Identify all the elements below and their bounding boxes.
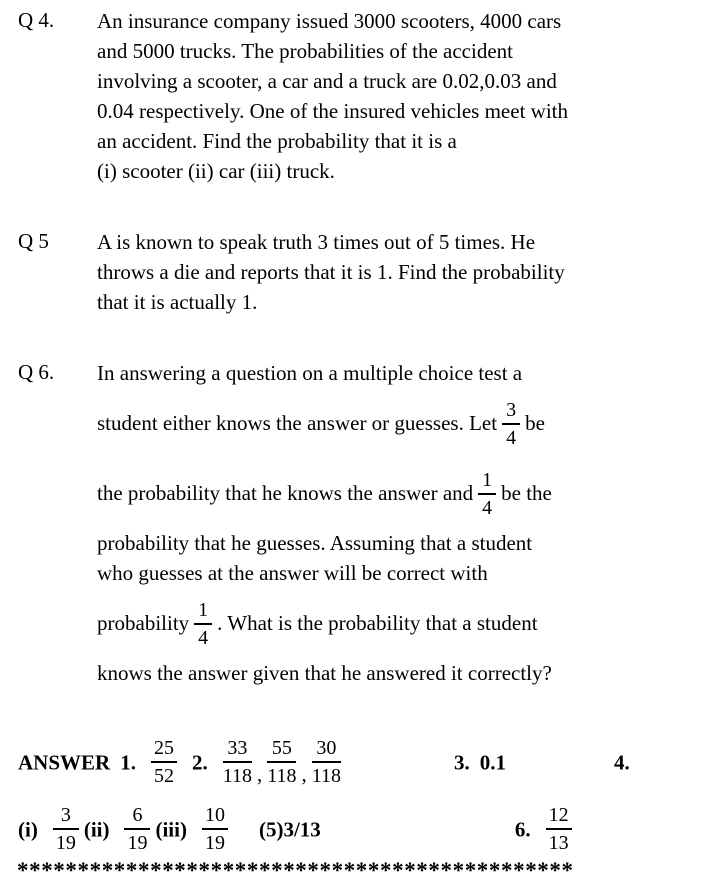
- fraction-denominator: 52: [153, 765, 174, 787]
- fraction-bar: [53, 828, 79, 830]
- answer-label-2: 2.: [191, 750, 208, 775]
- answer-fraction-2b: [267, 737, 296, 787]
- fraction-bar: [546, 828, 572, 830]
- question-text-segment: the probability that he knows the answer and: [97, 481, 474, 505]
- answer-value-5: (5)3/13: [258, 817, 321, 842]
- fraction-one-fourth: [478, 469, 496, 519]
- fraction-denominator: 118: [222, 765, 252, 787]
- fraction-denominator: 118: [267, 765, 297, 787]
- fraction-bar: [151, 761, 177, 763]
- answer-row-second: [18, 805, 724, 855]
- answer-row-first: [18, 738, 724, 788]
- answer-fraction-2a: [223, 737, 252, 787]
- asterisk-separator: **********************************************: [17, 858, 574, 883]
- question-body-q4: [97, 6, 724, 186]
- fraction-denominator: 13: [548, 832, 569, 854]
- answer-roman-ii: (ii): [83, 817, 110, 842]
- answer-fraction-4i: [53, 804, 79, 854]
- answer-fraction-4iii: [202, 804, 228, 854]
- answer-separator: ,: [301, 761, 307, 786]
- fraction-one-fourth: [194, 599, 212, 649]
- fraction-numerator: 33: [227, 737, 248, 759]
- answer-roman-iii: (iii): [155, 817, 187, 842]
- fraction-bar: [202, 828, 228, 830]
- question-line-with-fraction: [97, 588, 724, 658]
- fraction-denominator: 4: [482, 497, 493, 520]
- question-text-segment: be: [525, 411, 545, 435]
- question-line: In answering a question on a multiple choice test a: [97, 361, 523, 385]
- fraction-numerator: 3: [60, 804, 71, 826]
- answer-label-3: 3.: [453, 750, 470, 775]
- question-text-segment: probability: [97, 611, 190, 635]
- question-line: 0.04 respectively. One of the insured vehicles meet with: [97, 99, 568, 123]
- answer-fraction-2c: [312, 737, 341, 787]
- fraction-denominator: 118: [311, 765, 341, 787]
- question-body-q5: [97, 227, 724, 317]
- question-label-q4: Q 4.: [18, 8, 55, 32]
- fraction-denominator: 19: [55, 832, 76, 854]
- question-line: and 5000 trucks. The probabilities of the accident: [97, 39, 513, 63]
- question-line-with-fraction: [97, 458, 724, 528]
- answer-label-4: 4.: [613, 750, 630, 775]
- question-line: knows the answer given that he answered it correctly?: [97, 661, 552, 685]
- question-body-q6: [97, 358, 724, 688]
- answer-fraction-4ii: [124, 804, 150, 854]
- fraction-numerator: 6: [132, 804, 143, 826]
- fraction-bar: [267, 761, 296, 763]
- question-line: throws a die and reports that it is 1. Find the probability: [97, 260, 565, 284]
- question-label-q6: Q 6.: [18, 360, 55, 384]
- question-line: probability that he guesses. Assuming that a student: [97, 531, 533, 555]
- question-label-q5: Q 5: [18, 229, 49, 253]
- answer-label-1: 1.: [120, 750, 136, 775]
- question-line: who guesses at the answer will be correct with: [97, 561, 488, 585]
- fraction-numerator: 25: [153, 737, 174, 759]
- fraction-denominator: 4: [198, 627, 209, 650]
- fraction-bar: [478, 493, 496, 495]
- fraction-denominator: 19: [127, 832, 148, 854]
- fraction-numerator: 3: [506, 399, 517, 422]
- question-line: An insurance company issued 3000 scooters, 4000 cars: [97, 9, 562, 33]
- fraction-bar: [312, 761, 341, 763]
- fraction-bar: [194, 623, 212, 625]
- answer-value-3: 0.1: [479, 750, 506, 775]
- fraction-denominator: 19: [204, 832, 225, 854]
- question-text-segment: . What is the probability that a student: [217, 611, 538, 635]
- question-line: A is known to speak truth 3 times out of 5 times. He: [97, 230, 536, 254]
- question-text-segment: be the: [501, 481, 552, 505]
- fraction-numerator: 30: [316, 737, 337, 759]
- answer-heading: ANSWER: [18, 750, 111, 775]
- answer-separator: ,: [256, 761, 263, 786]
- answer-roman-i: (i): [18, 817, 38, 842]
- answer-fraction-6: [546, 804, 572, 854]
- question-line: (i) scooter (ii) car (iii) truck.: [97, 159, 335, 183]
- fraction-numerator: 10: [204, 804, 225, 826]
- question-line: involving a scooter, a car and a truck are 0.02,0.03 and: [97, 69, 557, 93]
- question-line-with-fraction: [97, 388, 724, 458]
- question-text-segment: student either knows the answer or guesses. Let: [97, 411, 498, 435]
- fraction-numerator: 55: [271, 737, 292, 759]
- question-line: an accident. Find the probability that it is a: [97, 129, 457, 153]
- fraction-three-fourths: [502, 399, 520, 449]
- fraction-bar: [124, 828, 150, 830]
- fraction-numerator: 1: [482, 469, 493, 492]
- fraction-denominator: 4: [506, 427, 517, 450]
- answer-fraction-1: [151, 737, 177, 787]
- answer-label-6: 6.: [514, 817, 531, 842]
- fraction-bar: [502, 423, 520, 425]
- fraction-numerator: 1: [198, 599, 209, 622]
- fraction-bar: [223, 761, 252, 763]
- question-line: that it is actually 1.: [97, 290, 258, 314]
- fraction-numerator: 12: [548, 804, 569, 826]
